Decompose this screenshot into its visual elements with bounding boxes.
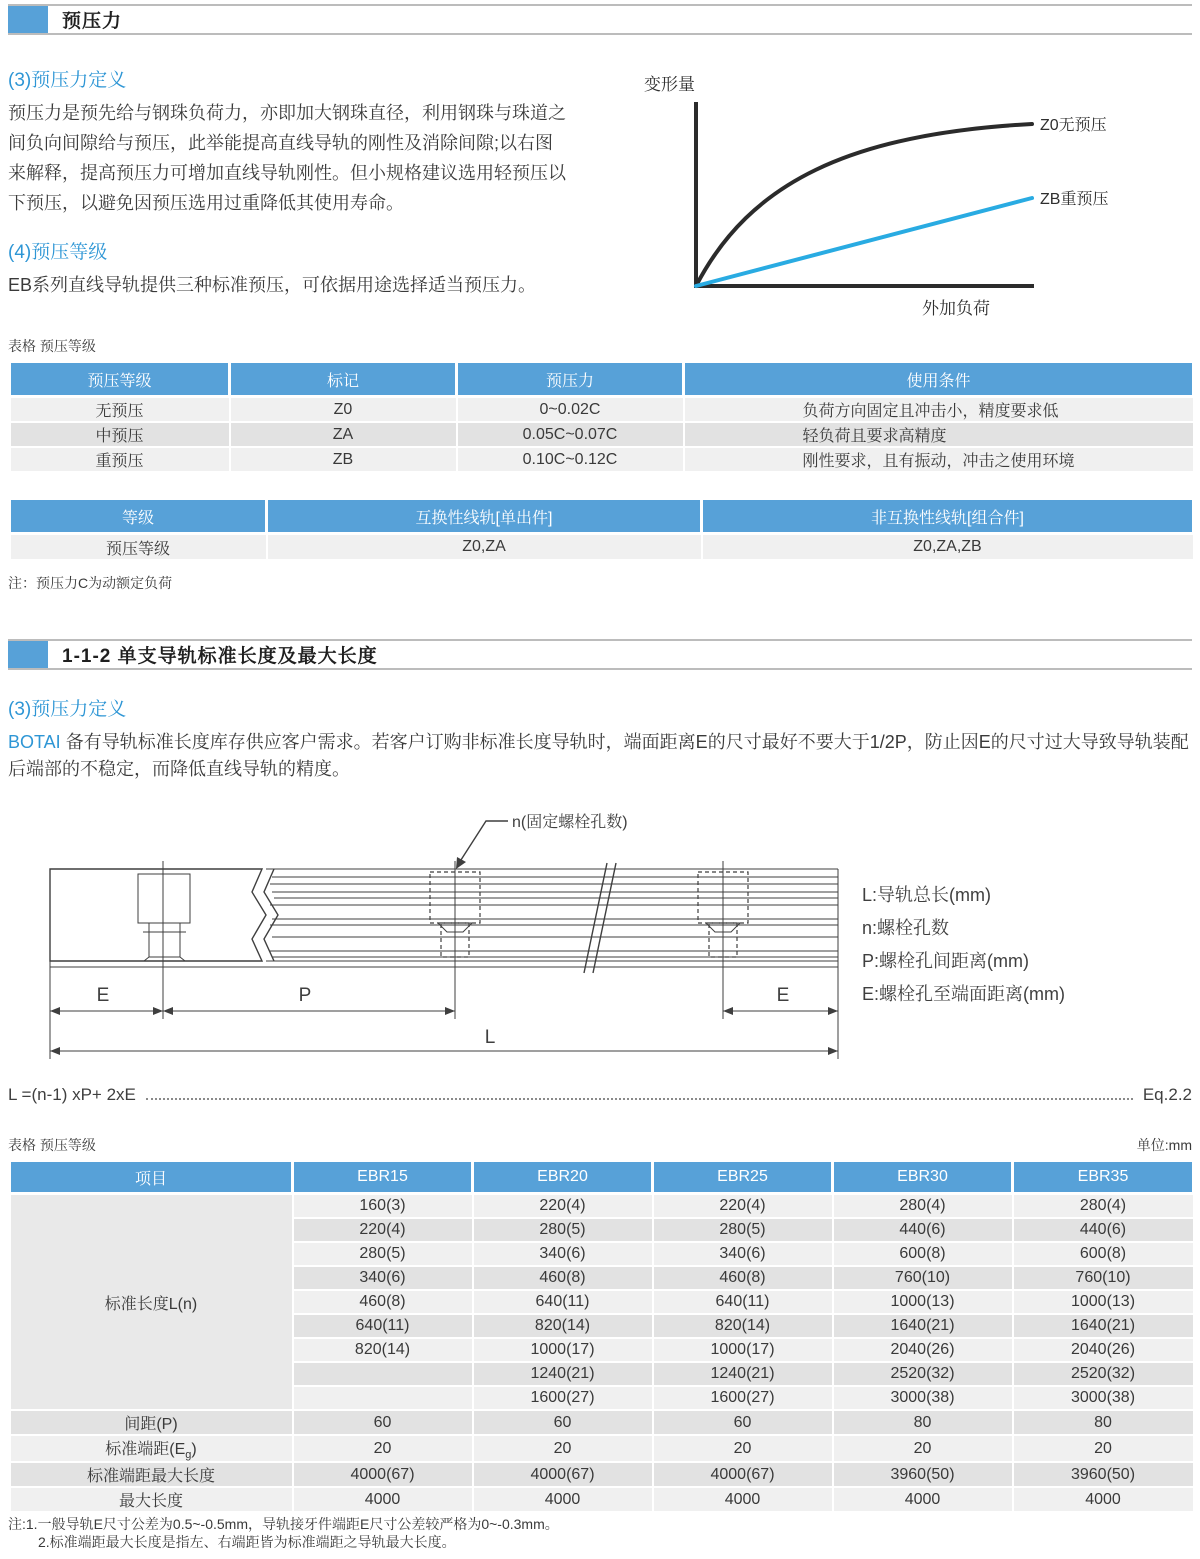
cell: 2520(32) [1013,1362,1194,1386]
cell: 460(8) [293,1290,473,1314]
cell: 3960(50) [833,1462,1013,1487]
cell: 640(11) [293,1314,473,1338]
cell: 4000 [293,1487,473,1512]
cell: 220(4) [653,1194,833,1219]
group-label-cell: 标准长度L(n) [10,1194,293,1411]
heading-preload-definition: (3)预压力定义 [8,70,127,91]
cell: 460(8) [473,1266,653,1290]
col-header: 项目 [10,1161,293,1194]
cell: ZA [230,422,457,447]
cell: 1240(21) [473,1362,653,1386]
table-row-max [10,1487,1194,1512]
cell: 760(10) [1013,1266,1194,1290]
cell: 4000(67) [653,1462,833,1487]
section-title: 预压力 [62,11,123,32]
cell: 无预压 [10,397,230,423]
cell: 3960(50) [1013,1462,1194,1487]
dim-label-e-right: E [776,985,790,1006]
cell [293,1362,473,1386]
cell [293,1386,473,1410]
standard-length-table [8,1159,1195,1513]
col-header: EBR30 [833,1161,1013,1194]
cell: 1240(21) [653,1362,833,1386]
table-row-std-max [10,1462,1194,1487]
cell: 460(8) [653,1266,833,1290]
note-line-1: 注:1.一般导轨E尺寸公差为0.5~-0.5mm，导轨接牙件端距E尺寸公差较严格为0~-0.3mm。 [8,1516,559,1533]
dimension-lines [50,1007,838,1055]
interchangeability-table [8,497,1195,561]
section-marker-square [8,6,48,33]
table-row [10,1194,1194,1219]
cell: 4000(67) [293,1462,473,1487]
cell: ZB [230,447,457,472]
preload-grade-table [8,360,1195,473]
label-subscript: g [185,1449,192,1462]
table-row [10,534,1194,561]
dim-label-p: P [298,985,312,1006]
cell: 中预压 [10,422,230,447]
col-header: EBR20 [473,1161,653,1194]
cell: 160(3) [293,1194,473,1219]
cell: 280(5) [293,1242,473,1266]
table-caption-length: 表格 预压等级 [8,1137,96,1153]
paragraph-length-definition [8,729,1192,783]
table-row [10,397,1194,423]
brand-name: BOTAI [8,732,61,752]
callout-text: n(固定螺栓孔数) [512,814,628,831]
rail-drawing [0,801,860,1071]
paragraph-text: 备有导轨标准长度库存供应客户需求。若客户订购非标准长度导轨时，端面距离E的尺寸最好不要大于1/2P，防止因E的尺寸过大导致导轨装配后端部的不稳定，而降低直线导轨的精度。 [8,732,1189,779]
cell: 340(6) [653,1242,833,1266]
row-label: 间距(P) [10,1410,293,1435]
label-text: 标准端距(E [105,1441,186,1458]
cell: 640(11) [653,1290,833,1314]
cell: 820(14) [293,1338,473,1362]
paragraph-preload-grade: EB系列直线导轨提供三种标准预压，可依据用途选择适当预压力。 [8,275,537,295]
cell: 20 [1013,1435,1194,1462]
cell: 0.05C~0.07C [457,422,684,447]
cell: 负荷方向固定且冲击小，精度要求低 [684,397,1194,423]
row-label: 标准端距最大长度 [10,1462,293,1487]
col-header: 标记 [230,362,457,397]
table-header-row [10,499,1194,534]
cell: Z0,ZA,ZB [702,534,1194,561]
col-header: 非互换性线轨[组合件] [702,499,1194,534]
cell: 340(6) [293,1266,473,1290]
table-row [10,422,1194,447]
cell: 20 [293,1435,473,1462]
cell: 60 [473,1410,653,1435]
section-band-length [8,639,1192,670]
bolt-hole-section [138,874,190,961]
table-row-end-distance [10,1435,1194,1462]
cell: Z0 [230,397,457,423]
cell: 280(5) [473,1218,653,1242]
cell: 4000 [653,1487,833,1512]
chart-series-label-z0: Z0无预压 [1040,117,1107,134]
deformation-load-chart [630,64,1198,324]
cell: 2040(26) [833,1338,1013,1362]
legend-line-l: L:导轨总长(mm) [862,885,991,905]
cell: 280(5) [653,1218,833,1242]
cell: 220(4) [293,1218,473,1242]
cell: 3000(38) [833,1386,1013,1410]
paragraph-preload-definition: 预压力是预先给与钢珠负荷力，亦即加大钢珠直径，利用钢珠与珠道之间负向间隙给与预压，此举能提高直线导轨的刚性及消除间隙;以右图来解释，提高预压力可增加直线导轨刚性。但小规格建议选用轻预压以下预压，以避免因预压选用过重降低其使用寿命。 [8,103,566,213]
diagram-legend [862,879,1065,1011]
label-text: ) [191,1441,197,1458]
cell: 760(10) [833,1266,1013,1290]
col-header: 预压力 [457,362,684,397]
cell: 440(6) [833,1218,1013,1242]
equation-formula: L =(n-1) xP+ 2xE [8,1085,136,1104]
row-label [10,1435,293,1462]
cell: 0~0.02C [457,397,684,423]
extension-lines [50,861,838,1059]
cell: Z0,ZA [267,534,702,561]
cell: 80 [1013,1410,1194,1435]
cell: 60 [653,1410,833,1435]
cell: 刚性要求，且有振动，冲击之使用环境 [684,447,1194,472]
cell: 340(6) [473,1242,653,1266]
cell: 4000 [473,1487,653,1512]
cell: 4000 [833,1487,1013,1512]
cell: 1640(21) [1013,1314,1194,1338]
col-header: 预压等级 [10,362,230,397]
rail-profile-lines [50,869,838,967]
col-header: 等级 [10,499,267,534]
cell: 1000(13) [1013,1290,1194,1314]
cell: 3000(38) [1013,1386,1194,1410]
equation-dotted-leader [146,1097,1133,1100]
chart-x-axis-label: 外加负荷 [922,299,990,318]
table-header-row [10,1161,1194,1194]
cell: 820(14) [473,1314,653,1338]
chart-curve-z0 [696,124,1032,286]
length-table-caption-row [8,1135,1192,1155]
dim-label-e-left: E [96,985,110,1006]
cell: 280(4) [1013,1194,1194,1219]
cell: 20 [653,1435,833,1462]
cell: 440(6) [1013,1218,1194,1242]
col-header: EBR15 [293,1161,473,1194]
section-marker-square [8,641,48,668]
cell: 2520(32) [833,1362,1013,1386]
cell: 20 [473,1435,653,1462]
cell: 600(8) [833,1242,1013,1266]
cell: 重预压 [10,447,230,472]
cell: 4000(67) [473,1462,653,1487]
legend-line-n: n:螺栓孔数 [862,918,950,938]
col-header: EBR25 [653,1161,833,1194]
cell: 640(11) [473,1290,653,1314]
section-title: 1-1-2 单支导轨标准长度及最大长度 [62,646,378,667]
equation-tag: Eq.2.2 [1142,1085,1192,1104]
cell: 1600(27) [653,1386,833,1410]
bottom-notes [8,1515,1200,1551]
table-row-pitch [10,1410,1194,1435]
cell: 1000(13) [833,1290,1013,1314]
equation-row [8,1085,1192,1105]
cell: 60 [293,1410,473,1435]
rail-dimension-diagram [0,801,1200,1071]
table-caption-preload: 表格 预压等级 [8,338,96,354]
cell: 820(14) [653,1314,833,1338]
cell: 1000(17) [473,1338,653,1362]
table-header-row [10,362,1194,397]
table-row [10,447,1194,472]
row-label: 最大长度 [10,1487,293,1512]
cell: 80 [833,1410,1013,1435]
col-header: 互换性线轨[单出件] [267,499,702,534]
cell: 1000(17) [653,1338,833,1362]
cell: 2040(26) [1013,1338,1194,1362]
chart-y-axis-label: 变形量 [644,75,695,94]
table-note: 注：预压力C为动额定负荷 [8,575,173,591]
section-band-preload [8,4,1192,35]
chart-line-zb [696,198,1032,286]
cell: 220(4) [473,1194,653,1219]
cell: 4000 [1013,1487,1194,1512]
cell: 280(4) [833,1194,1013,1219]
cell: 1600(27) [473,1386,653,1410]
cell: 600(8) [1013,1242,1194,1266]
unit-label: 单位:mm [1136,1137,1192,1153]
cell: 预压等级 [10,534,267,561]
callout-leader-line [459,821,508,863]
cell: 轻负荷且要求高精度 [684,422,1194,447]
cell: 1640(21) [833,1314,1013,1338]
dim-label-l: L [484,1027,496,1048]
heading-preload-grade: (4)预压等级 [8,242,108,263]
legend-line-e: E:螺栓孔至端面距离(mm) [862,984,1065,1004]
heading-length-definition: (3)预压力定义 [8,699,127,720]
note-line-2: 2.标准端距最大长度是指左、右端距皆为标准端距之导轨最大长度。 [38,1534,456,1551]
col-header: 使用条件 [684,362,1194,397]
legend-line-p: P:螺栓孔间距离(mm) [862,951,1029,971]
chart-series-label-zb: ZB重预压 [1040,191,1109,208]
cell: 0.10C~0.12C [457,447,684,472]
rail-left-block [50,869,266,961]
col-header: EBR35 [1013,1161,1194,1194]
cell: 20 [833,1435,1013,1462]
